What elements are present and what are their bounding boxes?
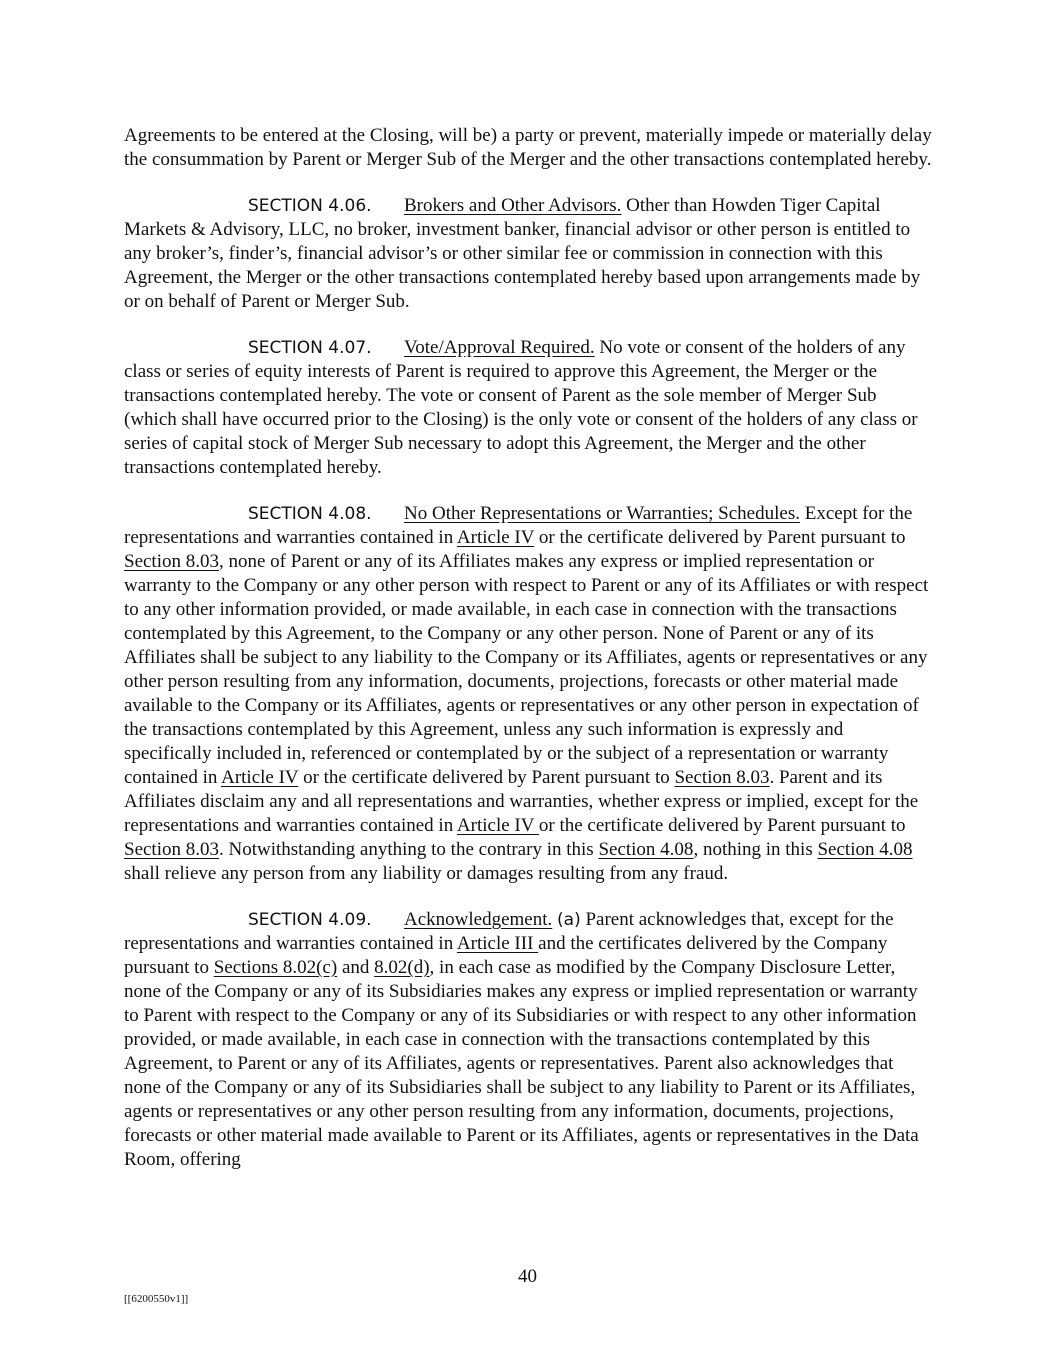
text-run: and the certificates delivered by the Company pursuant to xyxy=(124,933,888,978)
section-number: SECTION 4.09. xyxy=(248,910,372,930)
text-run: or the certificate delivered by Parent pursuant to xyxy=(534,527,906,548)
section-number: SECTION 4.08. xyxy=(248,504,372,524)
cross-reference: Article IV xyxy=(456,815,539,836)
text-run: . Notwithstanding anything to the contrary in this xyxy=(219,839,599,860)
section-4-08-paragraph xyxy=(124,502,934,886)
section-title: No Other Representations or Warranties; Schedules. xyxy=(404,503,800,524)
section-4-07-paragraph xyxy=(124,336,934,480)
text-run: or the certificate delivered by Parent pursuant to xyxy=(298,767,675,788)
intro-paragraph xyxy=(124,124,934,172)
text-run: or the certificate delivered by Parent pursuant to xyxy=(538,815,906,836)
section-4-09-paragraph xyxy=(124,908,934,1172)
text-run: , nothing in this xyxy=(693,839,818,860)
text-run: and xyxy=(337,957,375,978)
section-text: No vote or consent of the holders of any class or series of equity interests of Parent is required to approve this Agreement, the Merger or the transactions contemplated hereby. The vote or consent of Parent as the sole member of Merger Sub (which shall have occurred prior to the Closing) is the only vote or consent of the holders of any class or series of capital stock of Merger Sub necessary to adopt this Agreement, the Merger and the other transactions contemplated hereby. xyxy=(124,337,918,478)
cross-reference: Section 8.03 xyxy=(124,551,219,572)
cross-reference: Article IV xyxy=(221,767,299,788)
section-text: Other than Howden Tiger Capital Markets & Advisory, LLC, no broker, investment banker, financial advisor or other person is entitled to any broker’s, finder’s, financial advisor’s or other similar fee or commission in connection with this Agreement, the Merger or the other transactions contemplated hereby based upon arrangements made by or on behalf of Parent or Merger Sub. xyxy=(124,195,921,312)
cross-reference: Section 8.03 xyxy=(124,839,219,860)
section-title: Acknowledgement. xyxy=(404,909,553,930)
cross-reference: 8.02(d) xyxy=(374,957,430,978)
cross-reference: Section 4.08 xyxy=(598,839,694,860)
intro-text: Agreements to be entered at the Closing, will be) a party or prevent, materially impede or materially delay the consummation by Parent or Merger Sub of the Merger and the other transactions contemplated hereby. xyxy=(124,125,932,170)
cross-reference: Section 8.03 xyxy=(674,767,770,788)
section-number: SECTION 4.07. xyxy=(248,338,372,358)
cross-reference: Sections 8.02(c) xyxy=(213,957,338,978)
text-run: Parent acknowledges that, except for the representations and warranties contained in xyxy=(124,909,894,954)
text-run: . Parent and its Affiliates disclaim any and all representations and warranties, whether express or implied, except for the representations and warranties contained in xyxy=(124,767,919,836)
subsection-label: (a) xyxy=(557,910,581,930)
document-body xyxy=(124,124,934,1194)
text-run: , in each case as modified by the Company Disclosure Letter, none of the Company or any of its Subsidiaries makes any express or implied representation or warranty to Parent with respect to the Company or any of its Subsidiaries or with respect to any other information provided, or made available, in each case in connection with the transactions contemplated by this Agreement, to Parent or any of its Affiliates, agents or representatives. Parent also acknowledges that none of the Company or any of its Subsidiaries shall be subject to any liability to Parent or its Affiliates, agents or representatives or any other person resulting from any information, documents, projections, forecasts or other material made available to Parent or its Affiliates, agents or representatives in the Data Room, offering xyxy=(124,957,919,1170)
text-run: Except for the representations and warranties contained in xyxy=(124,503,913,548)
cross-reference: Article IV xyxy=(456,527,535,548)
cross-reference: Article III xyxy=(456,933,539,954)
section-title: Brokers and Other Advisors. xyxy=(404,195,622,216)
page-number: 40 xyxy=(518,1266,537,1287)
cross-reference: Section 4.08 xyxy=(817,839,913,860)
document-id: [[6200550v1]] xyxy=(124,1293,189,1305)
section-4-06-paragraph xyxy=(124,194,934,314)
text-run: shall relieve any person from any liability or damages resulting from any fraud. xyxy=(124,863,729,884)
section-number: SECTION 4.06. xyxy=(248,196,372,216)
text-run: , none of Parent or any of its Affiliates makes any express or implied representation or warranty to the Company or any other person with respect to Parent or any of its Affiliates or with respect to any other information provided, or made available, in each case in connection with the transactions contemplated by this Agreement, to the Company or any other person. None of Parent or any of its Affiliates shall be subject to any liability to the Company or its Affiliates, agents or representatives or any other person resulting from any information, documents, projections, forecasts or other material made available to the Company or its Affiliates, agents or representatives or any other person in expectation of the transactions contemplated by this Agreement, unless any such information is expressly and specifically included in, referenced or contemplated by or the subject of a representation or warranty contained in xyxy=(124,551,929,788)
section-title: Vote/Approval Required. xyxy=(404,337,595,358)
